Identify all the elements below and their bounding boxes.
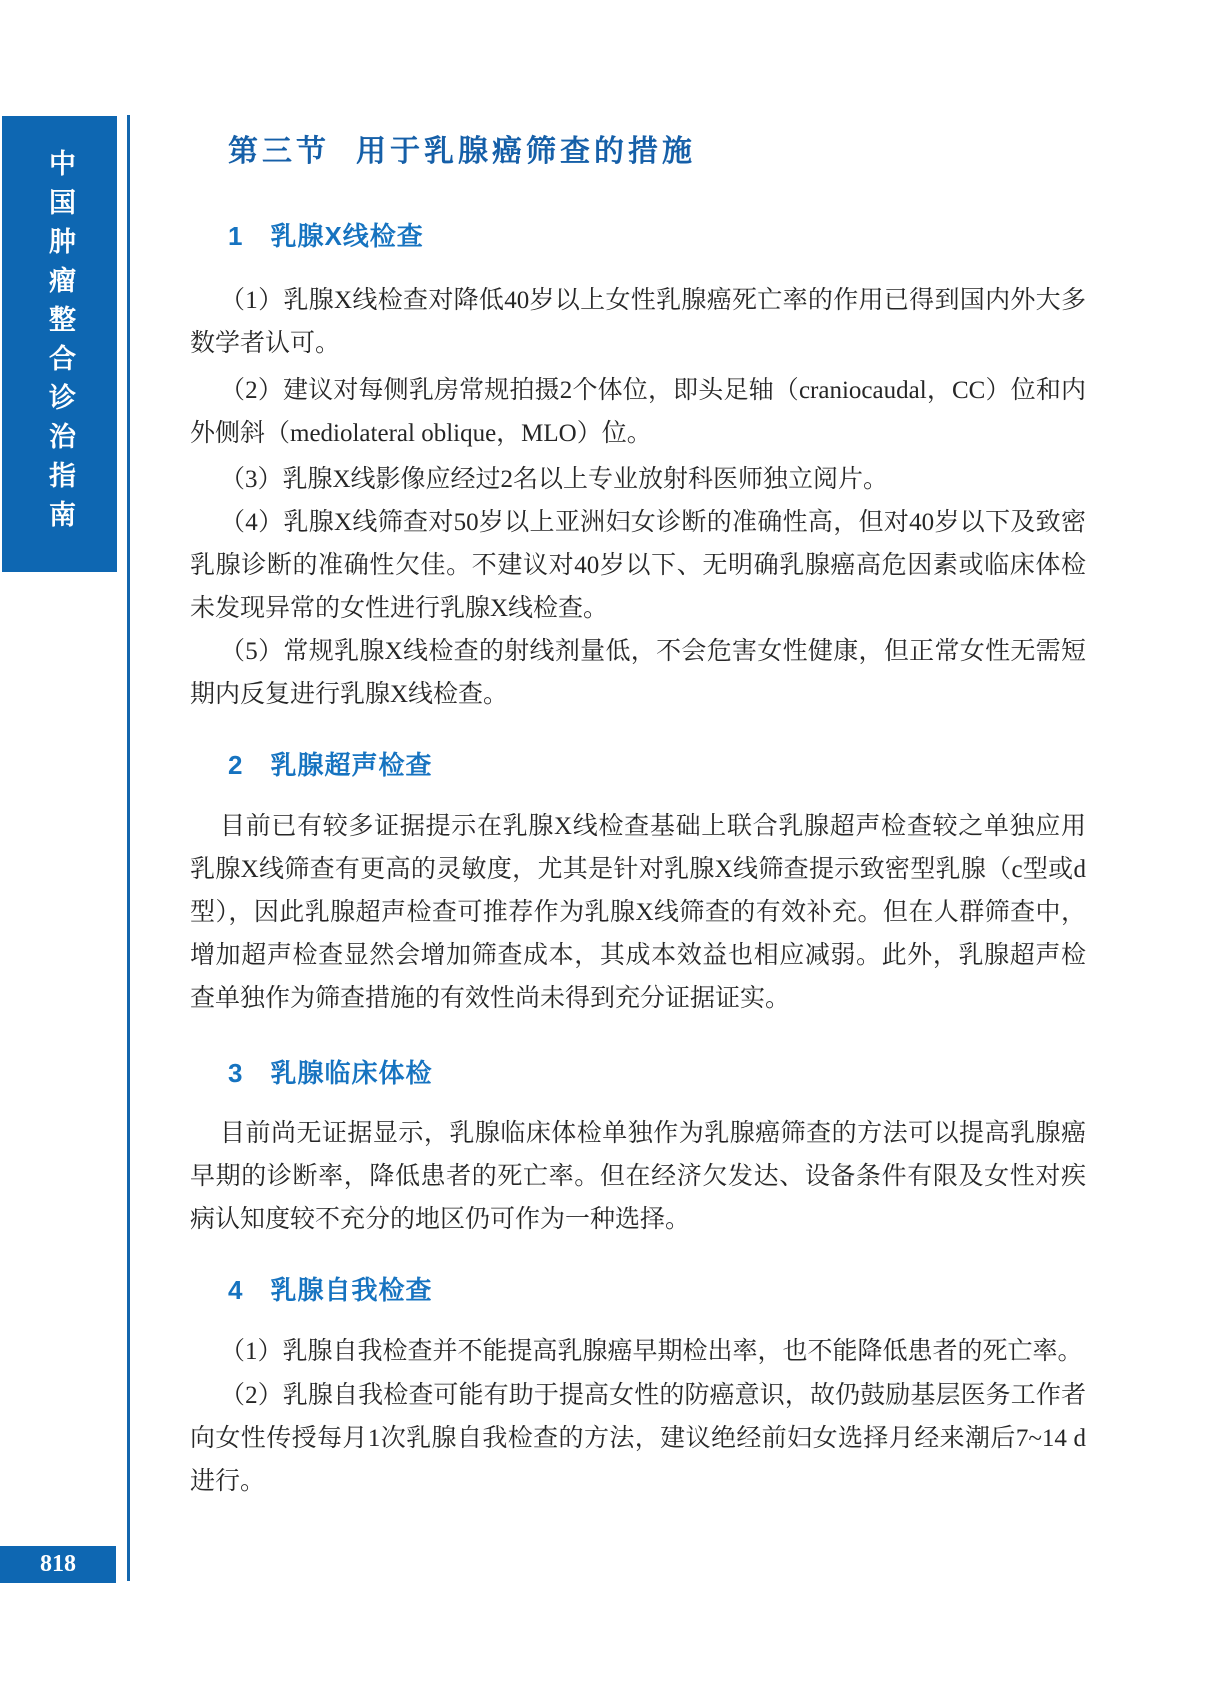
section-number: 3	[228, 1058, 244, 1088]
section-title: 乳腺X线检查	[270, 221, 424, 251]
content-column	[190, 0, 1086, 1696]
section-heading-3	[228, 1053, 432, 1090]
paragraph: （2）乳腺自我检查可能有助于提高女性的防癌意识，故仍鼓励基层医务工作者向女性传授每月1次乳腺自我检查的方法，建议绝经前妇女选择月经来潮后7~14 d进行。	[190, 1382, 1086, 1495]
chapter-title	[228, 126, 696, 170]
paragraph: （1）乳腺X线检查对降低40岁以上女性乳腺癌死亡率的作用已得到国内外大多数学者认可。	[190, 287, 1086, 357]
section-heading-1	[228, 216, 424, 253]
page-number-badge	[0, 1546, 116, 1583]
paragraph: （5）常规乳腺X线检查的射线剂量低，不会危害女性健康，但正常女性无需短期内反复进行乳腺X线检查。	[190, 638, 1086, 708]
section-number: 2	[228, 750, 244, 780]
book-title-vertical: 中国肿瘤整合诊治指南	[45, 149, 75, 539]
chapter-number: 第三节	[228, 135, 330, 168]
section-title: 乳腺超声检查	[270, 750, 433, 780]
paragraph: （4）乳腺X线筛查对50岁以上亚洲妇女诊断的准确性高，但对40岁以下及致密乳腺诊断的准确性欠佳。不建议对40岁以下、无明确乳腺癌高危因素或临床体检未发现异常的女性进行乳腺X线检查。	[190, 509, 1086, 622]
section-title: 乳腺自我检查	[270, 1275, 433, 1305]
section-heading-2	[228, 745, 432, 782]
section-number: 4	[228, 1275, 244, 1305]
paragraph: （1）乳腺自我检查并不能提高乳腺癌早期检出率，也不能降低患者的死亡率。	[220, 1338, 1083, 1365]
page-number: 818	[40, 1551, 76, 1577]
paragraph: （2）建议对每侧乳房常规拍摄2个体位，即头足轴（craniocaudal，CC）位和内外侧斜（mediolateral oblique，MLO）位。	[190, 377, 1086, 447]
paragraph: 目前尚无证据显示，乳腺临床体检单独作为乳腺癌筛查的方法可以提高乳腺癌早期的诊断率，降低患者的死亡率。但在经济欠发达、设备条件有限及女性对疾病认知度较不充分的地区仍可作为一种选择。	[190, 1120, 1086, 1233]
section-number: 1	[228, 221, 244, 251]
paragraph: 目前已有较多证据提示在乳腺X线检查基础上联合乳腺超声检查较之单独应用乳腺X线筛查有更高的灵敏度，尤其是针对乳腺X线筛查提示致密型乳腺（c型或d型），因此乳腺超声检查可推荐作为乳腺X线筛查的有效补充。但在人群筛查中，增加超声检查显然会增加筛查成本，其成本效益也相应减弱。此外，乳腺超声检查单独作为筛查措施的有效性尚未得到充分证据证实。	[190, 813, 1086, 1012]
section-heading-4	[228, 1270, 432, 1307]
paragraph: （3）乳腺X线影像应经过2名以上专业放射科医师独立阅片。	[220, 466, 889, 493]
section-title: 乳腺临床体检	[270, 1058, 433, 1088]
chapter-name: 用于乳腺癌筛查的措施	[356, 135, 696, 168]
vertical-rule	[127, 115, 130, 1581]
spine-block	[2, 116, 117, 572]
